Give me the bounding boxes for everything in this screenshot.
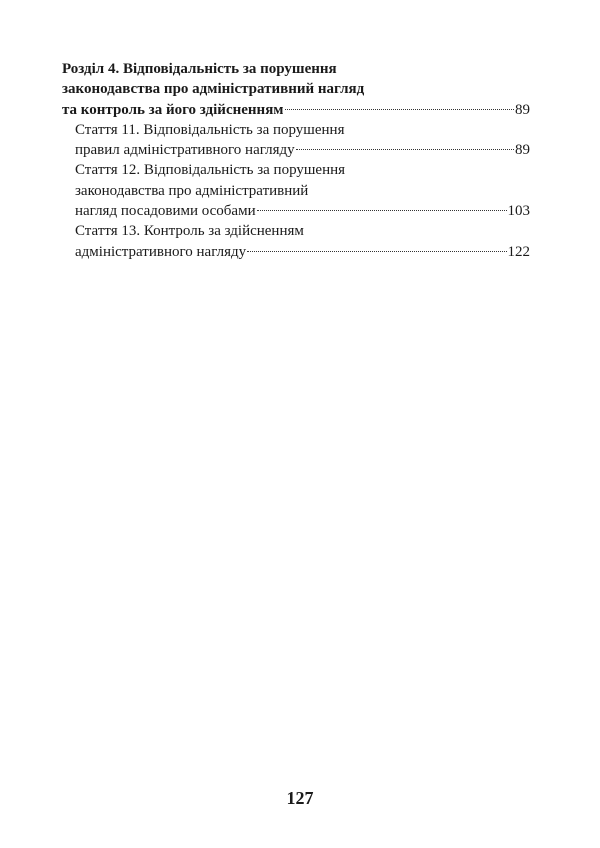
toc-section-4-line-3: та контроль за його здійсненням — [62, 101, 284, 118]
dot-leader — [296, 149, 514, 150]
toc-article-12-page: 103 — [507, 203, 530, 220]
toc-article-11-line-1: Стаття 11. Відповідальність за порушення — [75, 121, 345, 138]
dot-leader — [247, 251, 506, 252]
toc-article-11-last-line — [75, 140, 530, 160]
toc-article-11[interactable] — [62, 120, 530, 161]
toc-article-13[interactable] — [62, 221, 530, 262]
toc-section-4-line-2: законодавства про адміністративний нагляд — [62, 81, 365, 98]
toc-article-13-line-1: Стаття 13. Контроль за здійсненням — [75, 223, 304, 240]
toc-article-11-line-2: правил адміністративного нагляду — [75, 142, 295, 159]
toc-article-12-line-2: законодавства про адміністративний — [75, 182, 309, 199]
toc-article-12-line-3: нагляд посадовими особами — [75, 203, 256, 220]
toc-section-4-last-line — [62, 100, 530, 120]
toc-article-12-line-1: Стаття 12. Відповідальність за порушення — [75, 162, 346, 179]
dot-leader — [257, 210, 507, 211]
toc-article-12[interactable] — [62, 160, 530, 221]
table-of-contents — [62, 59, 530, 262]
toc-article-11-page: 89 — [515, 142, 530, 159]
dot-leader — [285, 109, 514, 110]
toc-article-12-last-line — [75, 201, 530, 221]
page-number: 127 — [286, 788, 314, 808]
toc-article-13-last-line — [75, 242, 530, 262]
toc-section-4-line-1: Розділ 4. Відповідальність за порушення — [62, 61, 337, 77]
toc-article-13-page: 122 — [507, 243, 530, 260]
toc-article-13-line-2: адміністративного нагляду — [75, 243, 247, 260]
toc-section-4-page: 89 — [515, 101, 530, 118]
toc-section-4[interactable] — [62, 59, 530, 120]
